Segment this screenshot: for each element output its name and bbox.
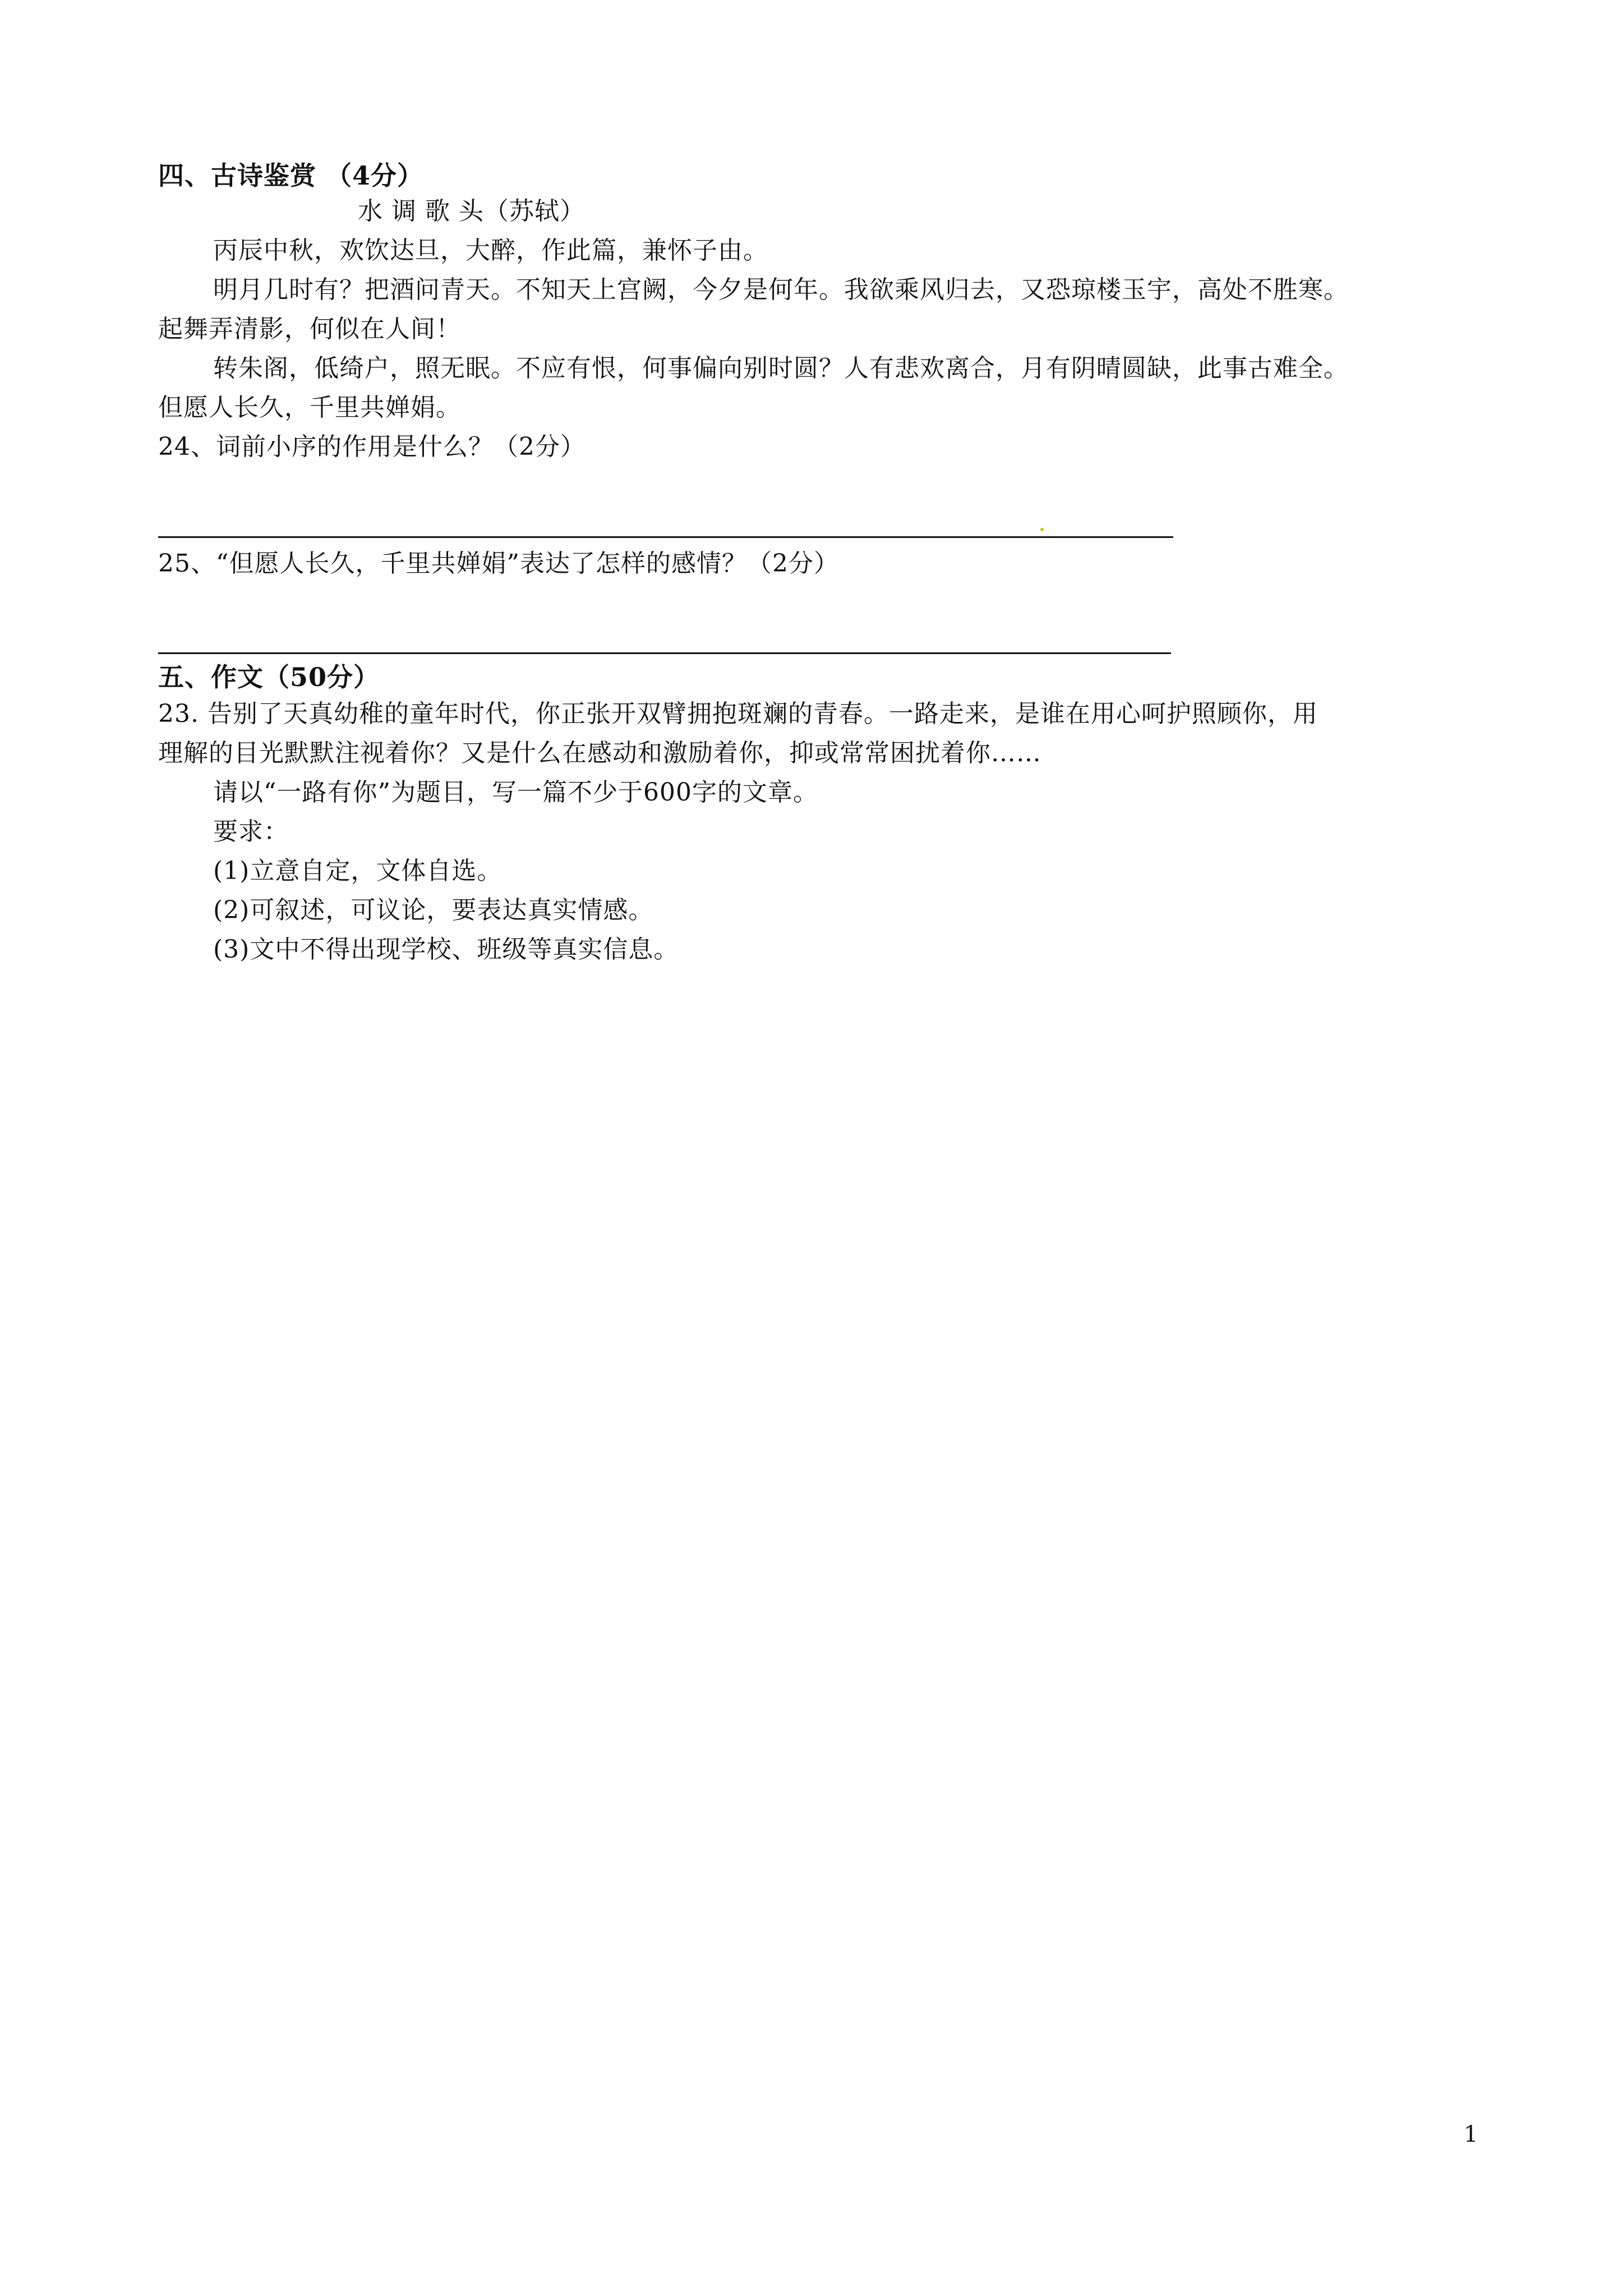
essay-prompt-line-2: 理解的目光默默注视着你？又是什么在感动和激励着你，抑或常常困扰着你…… — [158, 739, 1041, 767]
section-5-heading: 五、作文（50分） — [158, 662, 380, 692]
essay-instruction: 请以“一路有你”为题目，写一篇不少于600字的文章。 — [213, 778, 818, 807]
essay-prompt-line-1: 23. 告别了天真幼稚的童年时代，你正张开双臂拥抱斑斓的青春。一路走来，是谁在用心呵护照顾你，用 — [158, 700, 1318, 728]
question-25: 25、“但愿人长久，千里共婵娟”表达了怎样的感情？（2分） — [158, 549, 839, 578]
requirement-item: (3)文中不得出现学校、班级等真实信息。 — [213, 935, 679, 964]
poem-preface: 丙辰中秋，欢饮达旦，大醉，作此篇，兼怀子由。 — [213, 236, 768, 265]
requirement-item: (2)可叙述，可议论，要表达真实情感。 — [213, 896, 654, 924]
poem-stanza-1-line-2: 起舞弄清影，何似在人间！ — [158, 315, 461, 343]
question-24: 24、词前小序的作用是什么？（2分） — [158, 432, 585, 461]
answer-line-24 — [158, 536, 1173, 538]
section-4-heading: 四、古诗鉴赏 （4分） — [158, 160, 424, 191]
requirements-label: 要求： — [213, 817, 289, 846]
speck-mark — [1040, 528, 1044, 531]
answer-line-25 — [158, 652, 1171, 654]
poem-title: 水 调 歌 头（苏轼） — [358, 197, 585, 226]
poem-stanza-1-line-1: 明月几时有？把酒问青天。不知天上宫阙，今夕是何年。我欲乘风归去，又恐琼楼玉宇，高处不胜寒。 — [213, 275, 1349, 304]
poem-stanza-2-line-2: 但愿人长久，千里共婵娟。 — [158, 393, 461, 422]
page-number: 1 — [1464, 2122, 1478, 2147]
requirement-item: (1)立意自定，文体自选。 — [213, 857, 502, 885]
poem-stanza-2-line-1: 转朱阁，低绮户，照无眠。不应有恨，何事偏向别时圆？人有悲欢离合，月有阴晴圆缺，此事古难全。 — [213, 354, 1349, 383]
